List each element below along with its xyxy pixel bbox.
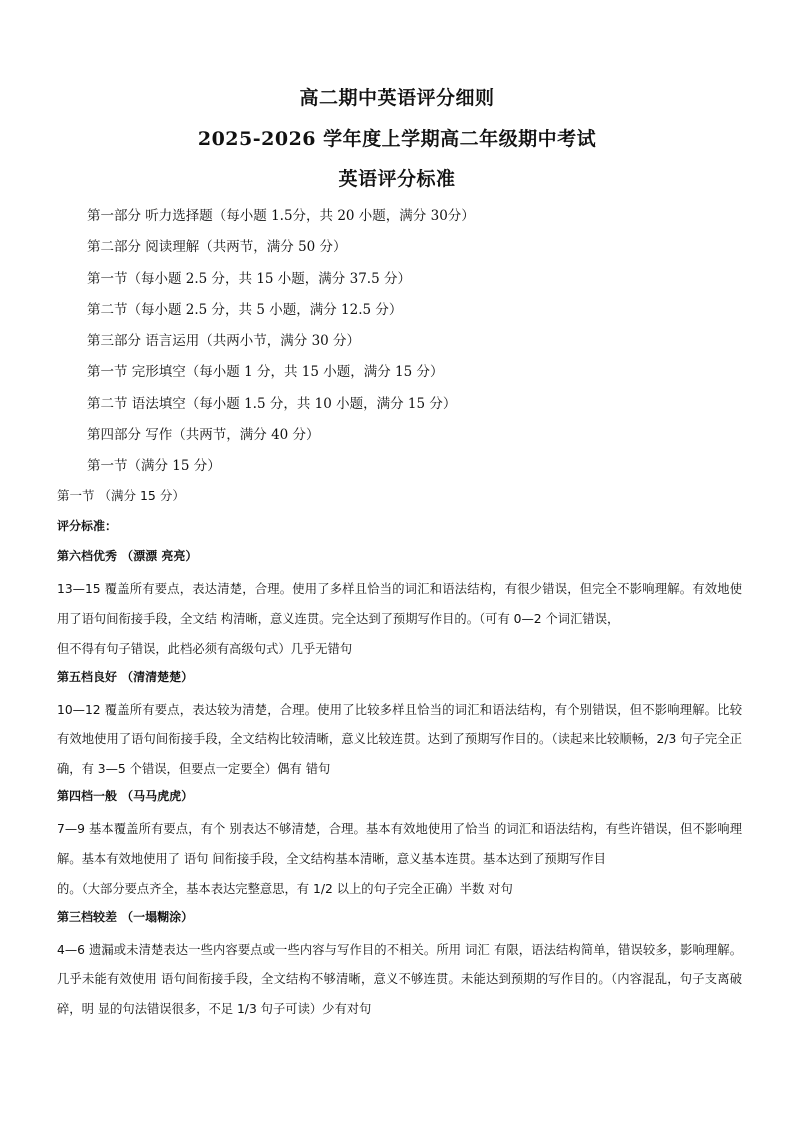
doc-title: 高二期中英语评分细则	[299, 87, 495, 109]
band-3-text: 4—6 遗漏或未清楚表达一些内容要点或一些内容与写作目的不相关。所用 词汇 有限，语法结构简单，错误较多，影响理解。几乎未能有效使用 语句间衔接手段，全文结构不够清晰，意义不够连贯。未能达到预期的写作目的。（内容混乱，句子支离破碎，明 显的句法错误很多，不足 1/3 句子可读）少有对句	[57, 942, 742, 1016]
score-line: 第三部分 语言运用（共两小节，满分 30 分）	[87, 333, 361, 350]
writing-section-head: 第一节 （满分 15 分）	[57, 488, 185, 503]
score-line: 第一节（满分 15 分）	[87, 458, 221, 475]
standard-title: 英语评分标准	[338, 168, 456, 190]
score-line: 第二部分 阅读理解（共两节，满分 50 分）	[87, 239, 347, 256]
band-title-5: 第五档良好 （清清楚楚）	[57, 669, 194, 684]
score-line: 第一部分 听力选择题（每小题 1.5分，共 20 小题，满分 30分）	[87, 208, 475, 224]
band-title-4: 第四档一般 （马马虎虎）	[57, 789, 194, 803]
band-title-6: 第六档优秀 （漂漂 亮亮）	[57, 549, 198, 563]
band-5-text: 10—12 覆盖所有要点，表达较为清楚，合理。使用了比较多样且恰当的词汇和语法结构，有个别错误，但不影响理解。比较有效地使用了语句间衔接手段，全文结构比较清晰，意义比较连贯。达到了预期写作目的。（读起来比较顺畅，2/3 句子完全正确，有 3—5 个错误，但要点一定要全）偶有 错句	[57, 702, 742, 776]
score-line: 第一节 完形填空（每小题 1 分，共 15 小题，满分 15 分）	[87, 364, 444, 381]
band-4-text: 7—9 基本覆盖所有要点，有个 别表达不够清楚，合理。基本有效地使用了恰当 的词汇和语法结构，有些许错误，但不影响理解。基本有效地使用了 语句 间衔接手段，全文结构基本清晰，意义基本连贯。基本达到了预期写作目	[57, 822, 742, 866]
band-6-note: 但不得有句子错误，此档必须有高级句式）几乎无错句	[57, 642, 353, 656]
criteria-label: 评分标准：	[57, 519, 118, 533]
score-line: 第二节 语法填空（每小题 1.5 分，共 10 小题，满分 15 分）	[87, 395, 457, 412]
band-6-text: 13—15 覆盖所有要点，表达清楚，合理。使用了多样且恰当的词汇和语法结构，有很少错误，但完全不影响理解。有效地使用了语句间衔接手段，全文结 构清晰，意义连贯。完全达到了预期写作目的。（可有 0—2 个词汇错误，	[57, 582, 742, 626]
band-title-3: 第三档较差 （一塌糊涂）	[57, 909, 194, 924]
writing-criteria	[57, 485, 742, 1025]
exam-title: 2025-2026 学年度上学期高二年级期中考试	[197, 128, 597, 150]
score-line: 第四部分 写作（共两节，满分 40 分）	[87, 427, 320, 444]
score-line: 第一节（每小题 2.5 分，共 15 小题，满分 37.5 分）	[87, 270, 411, 287]
band-4-note: 的。（大部分要点齐全，基本表达完整意思，有 1/2 以上的句子完全正确）半数 对句	[57, 882, 513, 896]
score-line: 第二节（每小题 2.5 分，共 5 小题，满分 12.5 分）	[87, 301, 403, 318]
score-breakdown	[87, 205, 737, 487]
